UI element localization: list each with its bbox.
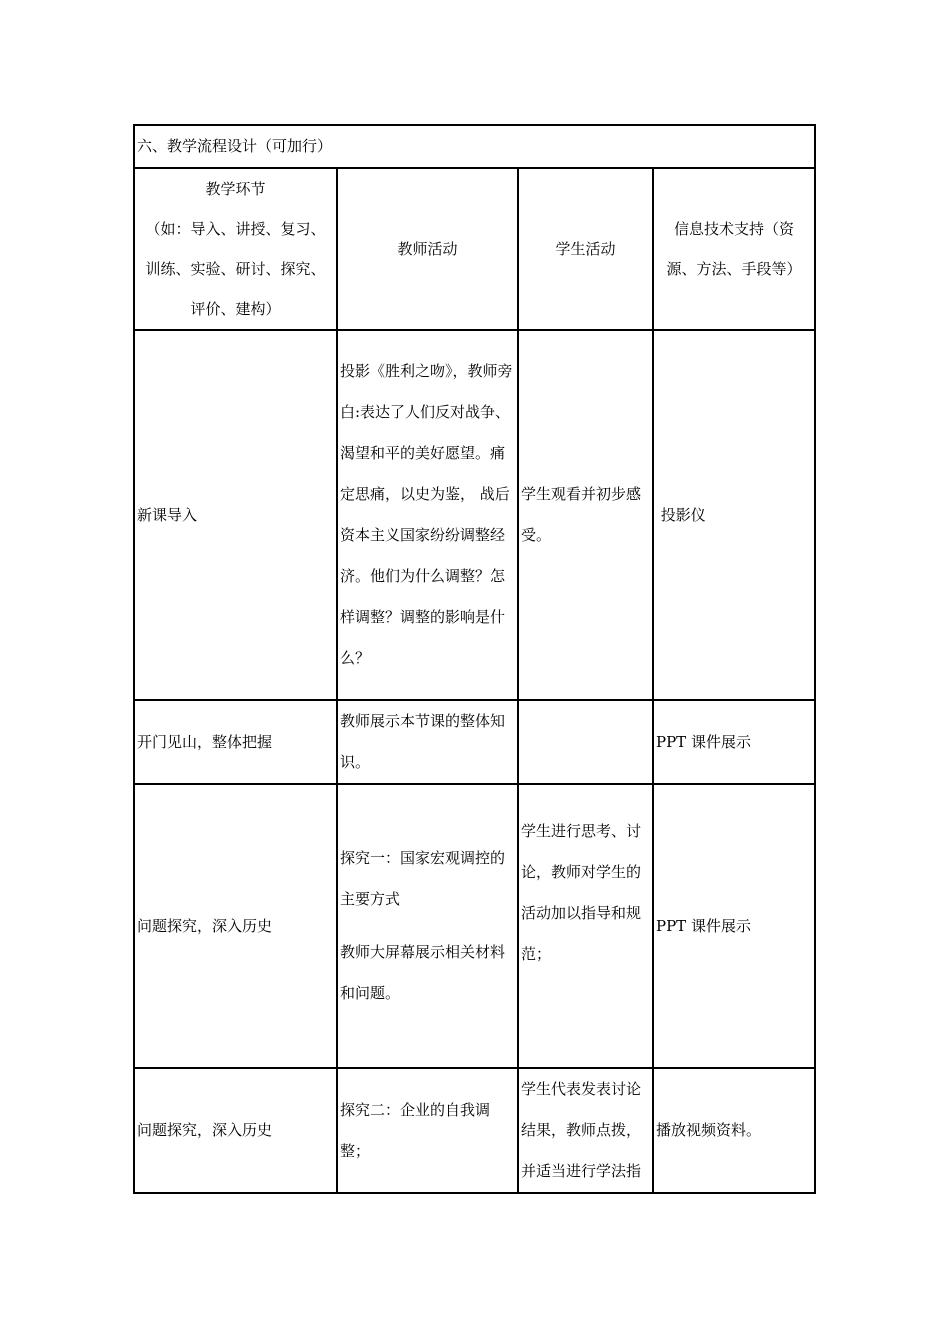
table-row xyxy=(134,330,815,700)
tech-cell: PPT 课件展示 xyxy=(653,700,815,784)
header-stage-line: 评价、建构） xyxy=(190,300,281,318)
header-row xyxy=(134,168,815,330)
teacher-cell xyxy=(337,784,518,1068)
header-tech-line: 源、方法、手段等） xyxy=(666,260,802,278)
tech-cell: PPT 课件展示 xyxy=(653,784,815,1068)
table-row xyxy=(134,1068,815,1193)
table-row xyxy=(134,784,815,1068)
teaching-flow-table xyxy=(133,124,816,1194)
header-tech-line: 信息技术支持（资 xyxy=(674,220,795,238)
student-text: 学生进行思考、讨论，教师对学生的活动加以指导和规范； xyxy=(521,822,642,963)
teacher-text: 投影《胜利之吻》，教师旁白:表达了人们反对战争、渴望和平的美好愿望。痛定思痛，以史为鉴， 战后资本主义国家纷纷调整经济。他们为什么调整？怎样调整？调整的影响是什么？ xyxy=(340,362,513,667)
teacher-text: 教师展示本节课的整体知识。 xyxy=(340,712,506,771)
student-cell xyxy=(518,784,653,1068)
header-student: 学生活动 xyxy=(518,168,653,330)
header-teacher: 教师活动 xyxy=(337,168,518,330)
header-stage xyxy=(134,168,337,330)
teacher-cell xyxy=(337,1068,518,1193)
tech-cell: 播放视频资料。 xyxy=(653,1068,815,1193)
teacher-paragraph: 探究一：国家宏观调控的主要方式 xyxy=(340,849,506,908)
paragraph-gap xyxy=(340,920,515,932)
teacher-text: 探究二：企业的自我调整； xyxy=(340,1100,491,1160)
stage-cell: 问题探究，深入历史 xyxy=(134,1068,337,1193)
header-tech xyxy=(653,168,815,330)
header-stage-line: 教学环节 xyxy=(205,180,266,198)
header-stage-line: 训练、实验、研讨、探究、 xyxy=(145,260,326,278)
stage-cell: 新课导入 xyxy=(134,330,337,700)
stage-cell: 开门见山，整体把握 xyxy=(134,700,337,784)
header-stage-line: （如：导入、讲授、复习、 xyxy=(145,220,326,238)
student-cell xyxy=(518,700,653,784)
teacher-cell xyxy=(337,700,518,784)
student-text: 学生代表发表讨论结果，教师点拨，并适当进行学法指 xyxy=(521,1080,642,1180)
tech-cell: 投影仪 xyxy=(653,330,815,700)
teacher-cell xyxy=(337,330,518,700)
table-row xyxy=(134,700,815,784)
student-text: 学生观看并初步感受。 xyxy=(521,485,642,544)
teacher-paragraph: 教师大屏幕展示相关材料和问题。 xyxy=(340,943,506,1002)
student-cell xyxy=(518,1068,653,1193)
section-title: 六、教学流程设计（可加行） xyxy=(134,125,815,168)
student-cell xyxy=(518,330,653,700)
stage-cell: 问题探究，深入历史 xyxy=(134,784,337,1068)
